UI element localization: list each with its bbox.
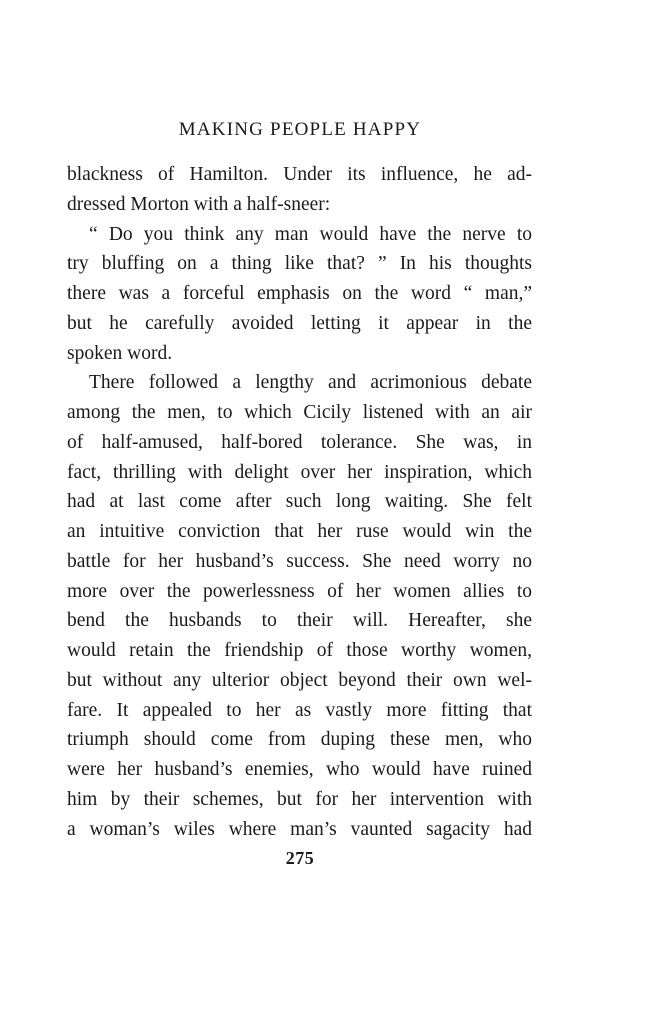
text-line: try bluffing on a thing like that? ” In his thoughts xyxy=(67,253,532,275)
text-line: were her husband’s enemies, who would have ruined xyxy=(67,759,532,780)
text-line: had at last come after such long waiting. She felt xyxy=(67,491,532,513)
running-head: MAKING PEOPLE HAPPY xyxy=(178,119,422,140)
text-line: but he carefully avoided letting it appear in the xyxy=(67,312,532,334)
text-line: him by their schemes, but for her intervention with xyxy=(67,788,532,810)
text-line: There followed a lengthy and acrimonious debate xyxy=(89,372,532,394)
text-line: a woman’s wiles where man’s vaunted sagacity had xyxy=(67,818,532,840)
page-number: 275 xyxy=(285,848,315,868)
text-line: an intuitive conviction that her ruse would win the xyxy=(67,521,532,542)
text-line: bend the husbands to their will. Hereafter, she xyxy=(67,610,532,632)
text-line: battle for her husband’s success. She need worry no xyxy=(67,550,532,572)
text-line: “ Do you think any man would have the nerve to xyxy=(89,223,532,245)
body-text xyxy=(67,160,532,844)
text-line: blackness of Hamilton. Under its influence, he ad- xyxy=(67,164,532,185)
text-line: more over the powerlessness of her women allies to xyxy=(67,580,532,602)
text-line: spoken word. xyxy=(67,342,173,364)
text-line: fact, thrilling with delight over her inspiration, which xyxy=(67,461,532,483)
text-line: triumph should come from duping these men, who xyxy=(67,729,532,751)
text-line: dressed Morton with a half-sneer: xyxy=(67,193,331,215)
text-line: fare. It appealed to her as vastly more fitting that xyxy=(67,699,532,721)
text-line: would retain the friendship of those worthy women, xyxy=(67,640,532,661)
text-line: there was a forceful emphasis on the word “ man,” xyxy=(67,283,532,304)
text-line: but without any ulterior object beyond their own wel- xyxy=(67,669,532,691)
text-line: of half-amused, half-bored tolerance. She was, in xyxy=(67,431,532,453)
text-line: among the men, to which Cicily listened with an air xyxy=(67,402,532,423)
